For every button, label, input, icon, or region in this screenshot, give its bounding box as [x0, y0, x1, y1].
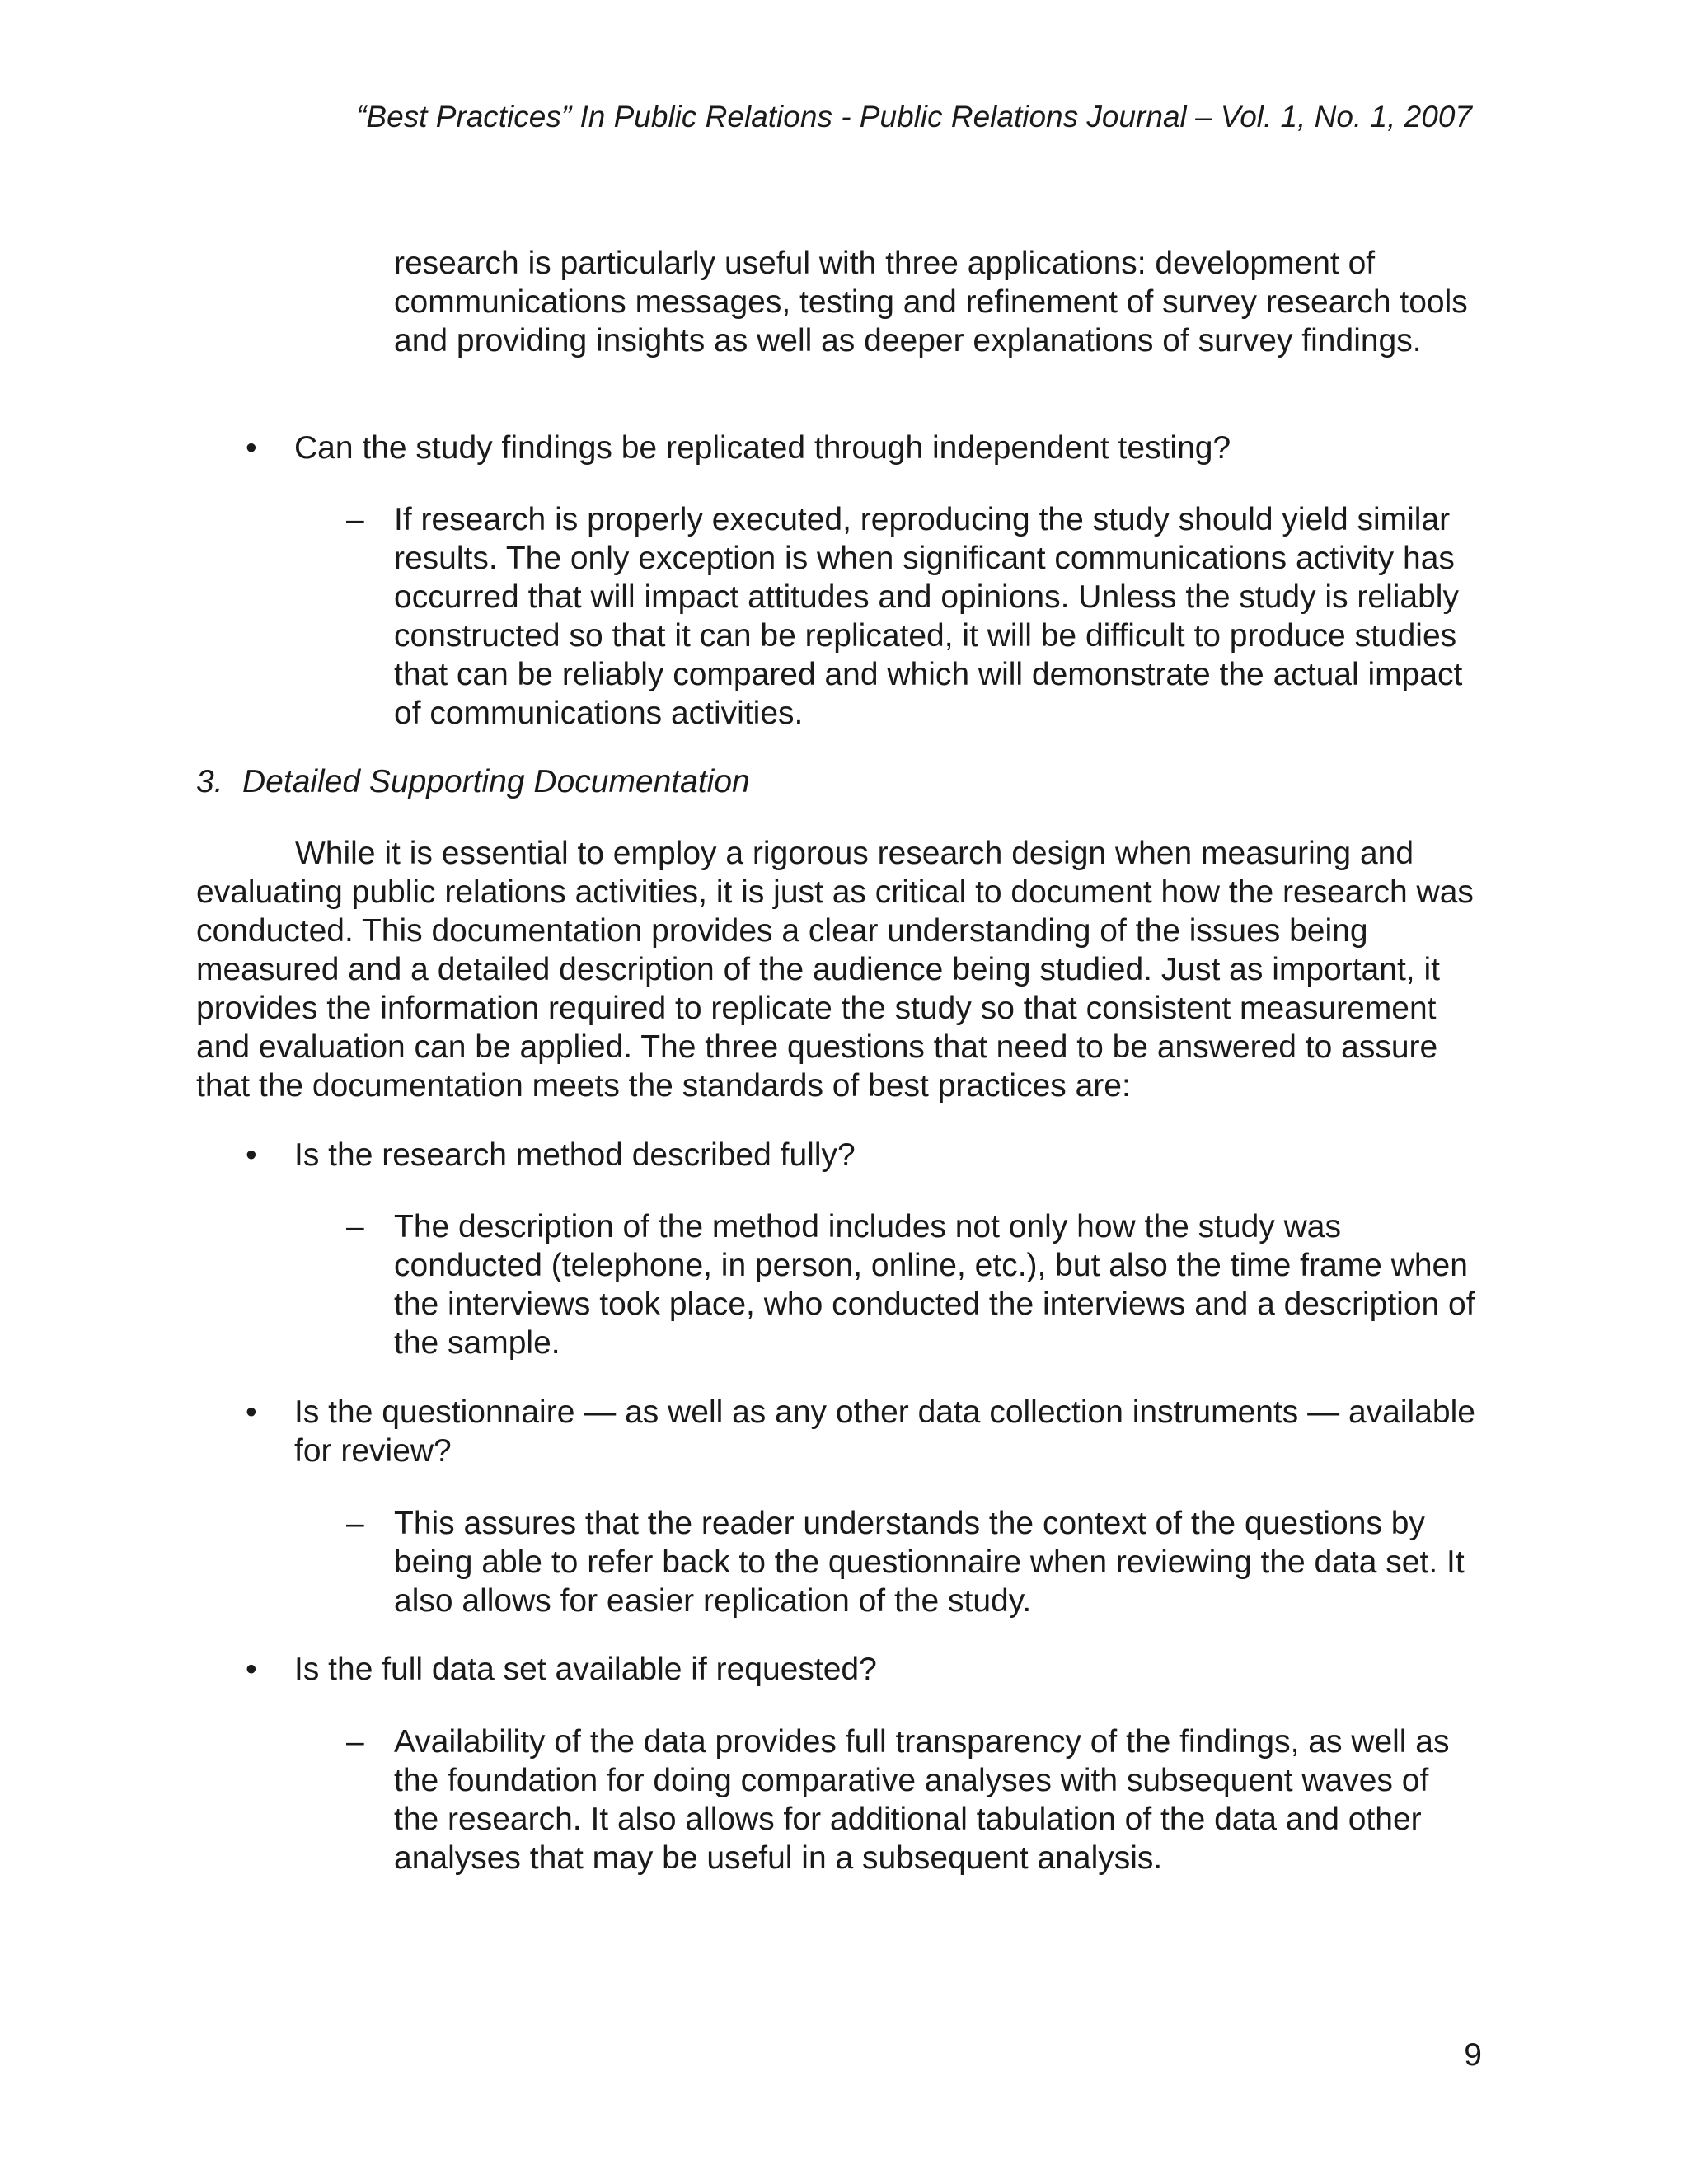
running-header: “Best Practices” In Public Relations - Public Relations Journal – Vol. 1, No. 1, 2007	[356, 100, 1472, 134]
sub-item-marker: –	[346, 1724, 364, 1760]
bullet-marker: •	[246, 1652, 257, 1687]
bullet-text: Is the full data set available if requested?	[294, 1652, 877, 1687]
bullet-text: Is the questionnaire — as well as any other data collection instruments — available for review?	[294, 1394, 1475, 1469]
sub-item-text: The description of the method includes not only how the study was conducted (telephone, in person, online, etc.), but also the time frame when the interviews took place, who conducted the interviews and a description of the sample.	[394, 1209, 1475, 1361]
sub-item-text: If research is properly executed, reproducing the study should yield similar results. The only exception is when significant communications activity has occurred that will impact attitudes and opinions. Unless the study is reliably constructed so that it can be replicated, it will be difficult to produce studies that can be reliably compared and which will demonstrate the actual impact of communications activities.	[394, 502, 1463, 731]
bullet-text: Is the research method described fully?	[294, 1137, 856, 1173]
section-title: Detailed Supporting Documentation	[242, 764, 750, 799]
sub-item-text: Availability of the data provides full transparency of the findings, as well as the foundation for doing comparative analyses with subsequent waves of the research. It also allows for additional tabulation of the data and other analyses that may be useful in a subsequent analysis.	[394, 1724, 1450, 1876]
section-number: 3.	[196, 764, 223, 799]
bullet-marker: •	[246, 1394, 257, 1430]
continuation-text: research is particularly useful with three applications: development of communications messages, testing and refinement of survey research tools and providing insights as well as deeper explanations of survey findings.	[394, 246, 1468, 359]
sub-item-marker: –	[346, 1209, 364, 1244]
bullet-marker: •	[246, 430, 257, 466]
sub-item-marker: –	[346, 1506, 364, 1541]
page-number: 9	[1464, 2037, 1482, 2073]
sub-item-text: This assures that the reader understands the context of the questions by being able to refer back to the questionnaire when reviewing the data set. It also allows for easier replication of the study.	[394, 1506, 1465, 1619]
bullet-text: Can the study findings be replicated through independent testing?	[294, 430, 1231, 466]
sub-item-marker: –	[346, 502, 364, 537]
bullet-marker: •	[246, 1137, 257, 1173]
body-paragraph: While it is essential to employ a rigorous research design when measuring and evaluating public relations activities, it is just as critical to document how the research was conducted. This documentation provides a clear understanding of the issues being measured and a detailed description of the audience being studied. Just as important, it provides the information required to replicate the study so that consistent measurement and evaluation can be applied. The three questions that need to be answered to assure that the documentation meets the standards of best practices are:	[196, 836, 1474, 1104]
section-heading	[196, 762, 750, 801]
